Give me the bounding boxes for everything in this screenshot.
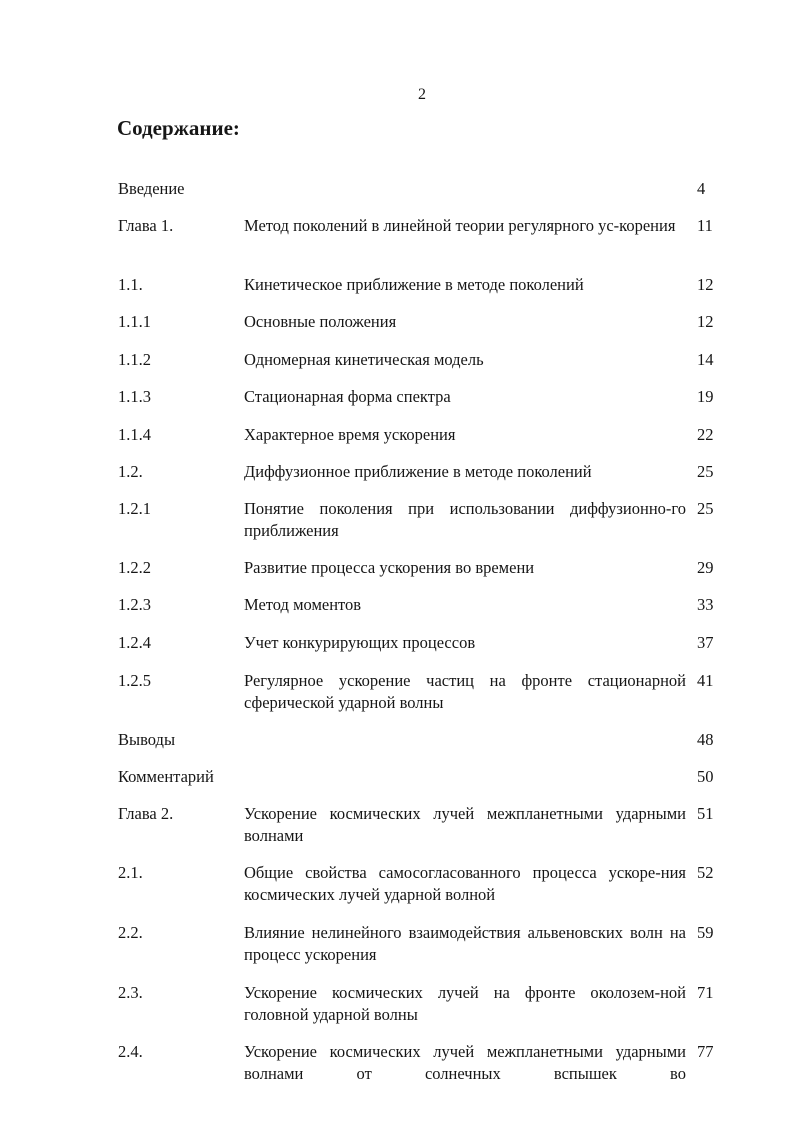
toc-entry-label: Диффузионное приближение в методе поколений <box>244 462 592 481</box>
toc-entry-number: Глава 1. <box>118 216 174 235</box>
toc-entry-page: 50 <box>697 767 714 786</box>
toc-entry-label: Характерное время ускорения <box>244 425 456 444</box>
toc-entry-page: 14 <box>697 350 714 369</box>
toc-entry-page: 4 <box>697 179 706 198</box>
toc-entry-page: 29 <box>697 558 714 577</box>
toc-entry-number: 1.2. <box>118 462 143 481</box>
toc-entry-page: 52 <box>697 863 714 882</box>
toc-entry-page: 51 <box>697 804 714 823</box>
toc-entry-label: Ускорение космических лучей межпланетными ударными волнами <box>244 804 686 845</box>
toc-entry-label: Общие свойства самосогласованного процесса ускоре-ния космических лучей ударной волной <box>244 863 686 904</box>
toc-entry-label: Учет конкурирующих процессов <box>244 633 476 652</box>
toc-entry-label: Стационарная форма спектра <box>244 387 451 406</box>
toc-entry-label: Ускорение космических лучей на фронте околозем-ной головной ударной волны <box>244 983 686 1024</box>
toc-entry-page: 11 <box>697 216 713 235</box>
toc-entry-page: 77 <box>697 1042 714 1061</box>
toc-entry-label: Развитие процесса ускорения во времени <box>244 558 535 577</box>
toc-entry-number: 1.1. <box>118 275 143 294</box>
toc-title: Содержание: <box>117 116 240 140</box>
toc-entry-label: Влияние нелинейного взаимодействия альвеновских волн на процесс ускорения <box>244 923 686 964</box>
toc-entry-label: Выводы <box>118 730 176 749</box>
toc-entry-page: 19 <box>697 387 714 406</box>
toc-entry-page: 25 <box>697 499 714 518</box>
toc-entry-label: Введение <box>118 179 185 198</box>
toc-entry-number: 1.2.1 <box>118 499 151 518</box>
toc-entry-number: 2.4. <box>118 1042 143 1061</box>
toc-entry-number: 1.2.3 <box>118 595 151 614</box>
toc-entry-page: 48 <box>697 730 714 749</box>
toc-entry-page: 33 <box>697 595 714 614</box>
toc-entry-number: 1.2.4 <box>118 633 151 652</box>
toc-entry-number: 1.1.3 <box>118 387 151 406</box>
toc-entry-page: 59 <box>697 923 714 942</box>
toc-entry-number: 1.1.2 <box>118 350 151 369</box>
toc-entry-number: Глава 2. <box>118 804 174 823</box>
toc-entry-label: Регулярное ускорение частиц на фронте стационарной сферической ударной волны <box>244 671 686 712</box>
toc-entry-page: 37 <box>697 633 714 652</box>
toc-entry-page: 25 <box>697 462 714 481</box>
toc-entry-label: Основные положения <box>244 312 397 331</box>
toc-entry-number: 1.1.1 <box>118 312 151 331</box>
toc-entry-label: Метод моментов <box>244 595 362 614</box>
toc-entry-label: Ускорение космических лучей межпланетными ударными волнами от солнечных вспышек во <box>244 1042 686 1083</box>
toc-entry-page: 22 <box>697 425 714 444</box>
toc-entry-label: Метод поколений в линейной теории регулярного ус-корения <box>244 216 676 235</box>
toc-entry-number: 2.3. <box>118 983 143 1002</box>
toc-entry-page: 41 <box>697 671 714 690</box>
toc-entry-number: 1.2.2 <box>118 558 151 577</box>
page-number: 2 <box>418 86 426 103</box>
toc-entry-number: 1.2.5 <box>118 671 151 690</box>
toc-entry-page: 71 <box>697 983 714 1002</box>
toc-entry-label: Понятие поколения при использовании диффузионно-го приближения <box>244 499 686 540</box>
toc-entry-number: 2.2. <box>118 923 143 942</box>
toc-entry-page: 12 <box>697 275 714 294</box>
toc-entry-label: Кинетическое приближение в методе поколений <box>244 275 584 294</box>
toc-entry-label: Комментарий <box>118 767 214 786</box>
toc-entry-number: 2.1. <box>118 863 143 882</box>
toc-entry-page: 12 <box>697 312 714 331</box>
toc-entry-label: Одномерная кинетическая модель <box>244 350 484 369</box>
toc-entry-number: 1.1.4 <box>118 425 151 444</box>
